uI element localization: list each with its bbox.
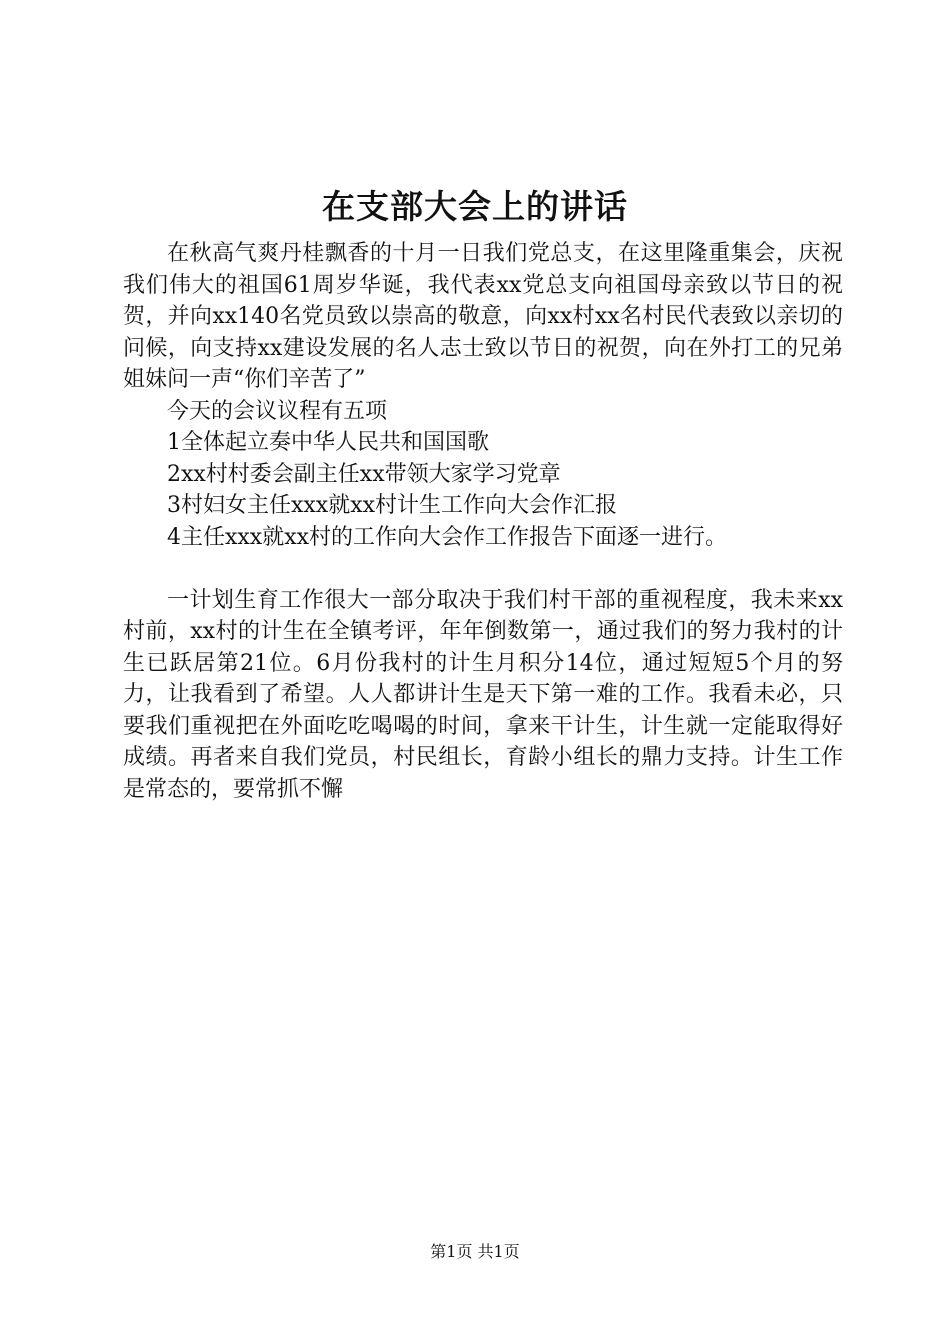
document-title: 在支部大会上的讲话 [322,187,628,226]
agenda-intro: 今天的会议议程有五项 [167,398,388,424]
page-indicator: 第1页 共1页 [430,1242,520,1261]
section-paragraph: 一计划生育工作很大一部分取决于我们村干部的重视程度，我未来xx村前，xx村的计生在全镇考评，年年倒数第一，通过我们的努力我村的计生已跃居第21位。6月份我村的计生月积分14位，通过短短5个月的努力，让我看到了希望。人人都讲计生是天下第一难的工作。我看未必，只要我们重视把在外面吃吃喝喝的时间，拿来干计生，计生就一定能取得好成绩。再者来自我们党员，村民组长，育龄小组长的鼎力支持。计生工作是常态的，要常抓不懈 [123,587,843,802]
intro-paragraph: 在秋高气爽丹桂飘香的十月一日我们党总支，在这里隆重集会，庆祝我们伟大的祖国61周岁华诞，我代表xx党总支向祖国母亲致以节日的祝贺，并向xx140名党员致以崇高的敬意，向xx村xx名村民代表致以亲切的问候，向支持xx建设发展的名人志士致以节日的祝贺，向在外打工的兄弟姐妹问一声“你们辛苦了” [123,241,843,392]
agenda-item: 1全体起立奏中华人民共和国国歌 [167,430,489,455]
agenda-item: 3村妇女主任xxx就xx村计生工作向大会作汇报 [167,493,618,518]
agenda-item: 4主任xxx就xx村的工作向大会作工作报告下面逐一进行。 [167,524,728,550]
paragraph-spacer [123,553,843,585]
agenda-item: 2xx村村委会副主任xx带领大家学习党章 [167,461,561,487]
document-body [123,238,843,805]
